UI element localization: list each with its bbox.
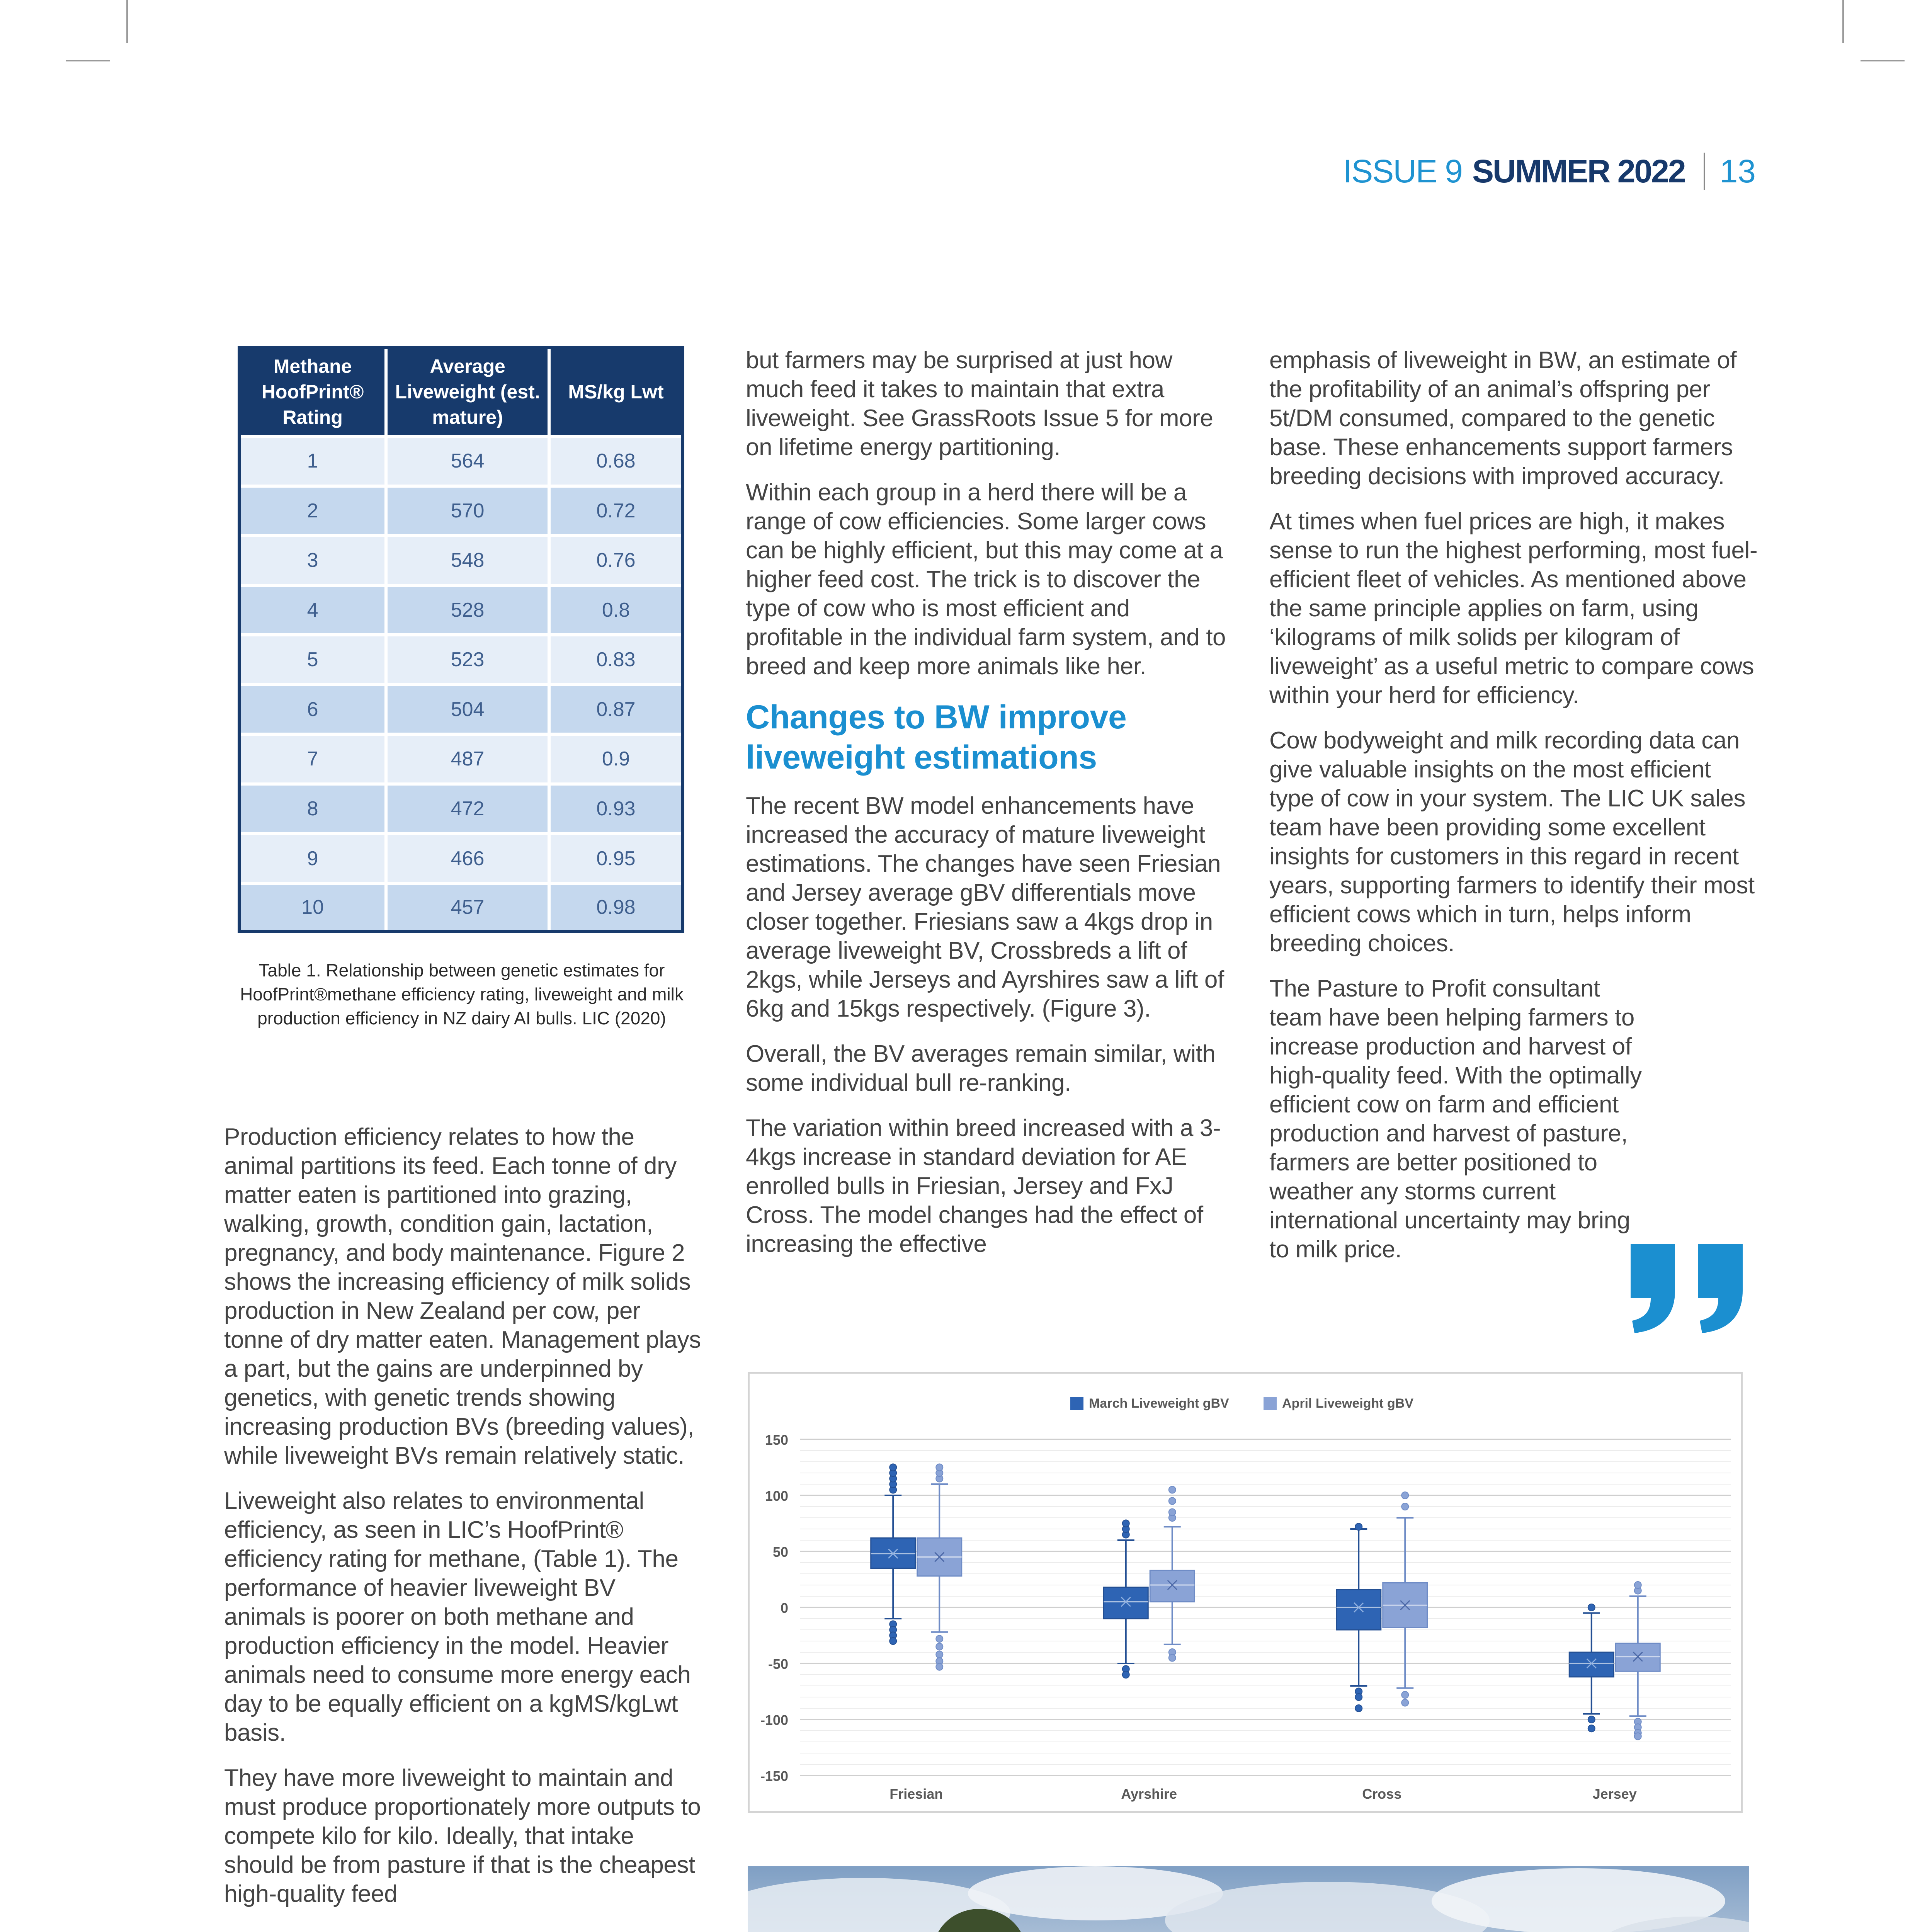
season-label: SUMMER 2022 xyxy=(1472,153,1685,189)
table-cell: 8 xyxy=(241,784,386,834)
box xyxy=(1337,1590,1381,1630)
table-cell: 0.68 xyxy=(549,436,681,486)
page-header xyxy=(1343,153,1756,190)
outlier-point xyxy=(936,1464,943,1471)
chart-svg xyxy=(750,1374,1741,1811)
outlier-point xyxy=(1401,1691,1408,1698)
table-cell: 0.9 xyxy=(549,734,681,784)
table-cell: 9 xyxy=(241,833,386,883)
table-cell: 6 xyxy=(241,685,386,735)
x-category-label: Ayrshire xyxy=(1121,1786,1177,1802)
y-tick-label: -50 xyxy=(768,1656,788,1672)
outlier-point xyxy=(889,1464,896,1471)
table-cell: 0.98 xyxy=(549,883,681,930)
outlier-point xyxy=(936,1651,943,1658)
table-cell: 466 xyxy=(386,833,549,883)
paragraph: They have more liveweight to maintain and must produce proportionately more outputs to compete kilo for kilo. Ideally, that intake should be from pasture if that is the cheapest high-quality feed xyxy=(224,1765,701,1907)
box xyxy=(1150,1570,1194,1602)
outlier-point xyxy=(1355,1694,1362,1701)
outlier-point xyxy=(936,1635,943,1642)
y-tick-label: 50 xyxy=(772,1544,788,1560)
crop-mark-right xyxy=(1861,60,1905,61)
table-cell: 4 xyxy=(241,585,386,635)
table-cell: 0.93 xyxy=(549,784,681,834)
table-cell: 528 xyxy=(386,585,549,635)
outlier-point xyxy=(1169,1655,1176,1662)
issue-label: ISSUE 9 xyxy=(1343,153,1463,189)
outlier-point xyxy=(1588,1725,1595,1732)
table-header-liveweight: Average Liveweight (est. mature) xyxy=(386,349,549,436)
article-column-3 xyxy=(1269,346,1760,1280)
outlier-point xyxy=(1588,1716,1595,1723)
table-cell: 0.8 xyxy=(549,585,681,635)
outlier-point xyxy=(1401,1503,1408,1510)
paragraph: The variation within breed increased with a 3-4kgs increase in standard deviation for AE enrolled bulls in Friesian, Jersey and FxJ Cross. The model changes had the effect of increasing the effective xyxy=(746,1115,1221,1257)
outlier-point xyxy=(1634,1733,1641,1740)
outlier-point xyxy=(936,1643,943,1650)
table-cell: 2 xyxy=(241,486,386,536)
y-tick-label: 0 xyxy=(780,1600,788,1616)
outlier-point xyxy=(1169,1498,1176,1505)
legend-swatch xyxy=(1264,1397,1277,1410)
table-cell: 0.95 xyxy=(549,833,681,883)
table-row xyxy=(241,585,681,635)
article-column-1 xyxy=(224,1122,703,1925)
table-cell: 0.87 xyxy=(549,685,681,735)
section-heading: Changes to BW improve liveweight estimations xyxy=(746,699,1127,776)
liveweight-boxplot-chart xyxy=(748,1372,1743,1813)
table-header-ms-kg: MS/kg Lwt xyxy=(549,349,681,436)
y-tick-label: -100 xyxy=(760,1712,788,1728)
paragraph: Within each group in a herd there will be a range of cow efficiencies. Some larger cows can be highly efficient, but this may come at a higher feed cost. The trick is to discover the type of cow who is most efficient and profitable in the individual farm system, and to breed and keep more animals like her. xyxy=(746,479,1226,680)
pasture-photo xyxy=(748,1866,1749,1932)
paragraph: emphasis of liveweight in BW, an estimate of the profitability of an animal’s offspring per 5t/DM consumed, compared to the genetic base. These enhancements support farmers breeding decisions with improved accuracy. xyxy=(1269,347,1737,490)
table-cell: 523 xyxy=(386,635,549,685)
table-row xyxy=(241,833,681,883)
quote-mark-icon xyxy=(1627,1244,1750,1333)
box xyxy=(1104,1587,1148,1619)
paragraph: Liveweight also relates to environmental efficiency, as seen in LIC’s HoofPrint® efficiency rating for methane, (Table 1). The performance of heavier liveweight BV animals is poorer on both methane and production efficiency in the model. Heavier animals need to consume more energy each day to be equally efficient on a kgMS/kgLwt basis. xyxy=(224,1488,691,1746)
table-header-rating: Methane HoofPrint® Rating xyxy=(241,349,386,436)
paragraph: The Pasture to Profit consultant team have been helping farmers to increase production and harvest of high-quality feed. With the optimally efficient cow on farm and efficient production and harvest of pasture, farmers are better positioned to weather any storms current international uncertainty may bring to milk price. xyxy=(1269,975,1642,1263)
table-cell: 0.72 xyxy=(549,486,681,536)
y-tick-label: 100 xyxy=(765,1488,788,1504)
y-tick-label: 150 xyxy=(765,1432,788,1448)
table-cell: 7 xyxy=(241,734,386,784)
table-cell: 472 xyxy=(386,784,549,834)
paragraph: Cow bodyweight and milk recording data can give valuable insights on the most efficient type of cow in your system. The LIC UK sales team have been providing some excellent insights for customers in this regard in recent years, supporting farmers to identify their most efficient cows which in turn, helps inform breeding choices. xyxy=(1269,727,1755,957)
x-category-label: Friesian xyxy=(889,1786,943,1802)
outlier-point xyxy=(1169,1486,1176,1493)
table-row xyxy=(241,436,681,486)
y-tick-label: -150 xyxy=(760,1768,788,1784)
outlier-point xyxy=(1169,1509,1176,1516)
page-number: 13 xyxy=(1719,153,1756,189)
table-cell: 0.76 xyxy=(549,536,681,585)
table-cell: 548 xyxy=(386,536,549,585)
outlier-point xyxy=(1355,1523,1362,1530)
paragraph: but farmers may be surprised at just how much feed it takes to maintain that extra liveweight. See GrassRoots Issue 5 for more on lifetime energy partitioning. xyxy=(746,347,1213,461)
paragraph: At times when fuel prices are high, it makes sense to run the highest performing, most fuel-efficient fleet of vehicles. As mentioned above the same principle applies on farm, using ‘kilograms of milk solids per kilogram of liveweight’ as a useful metric to compare cows within your herd for efficiency. xyxy=(1269,508,1758,709)
table-cell: 3 xyxy=(241,536,386,585)
table-row xyxy=(241,734,681,784)
article-column-2 xyxy=(746,346,1233,1275)
table-cell: 570 xyxy=(386,486,549,536)
paragraph: Overall, the BV averages remain similar, with some individual bull re-ranking. xyxy=(746,1041,1216,1096)
paragraph: The recent BW model enhancements have increased the accuracy of mature liveweight estimations. The changes have seen Friesian and Jersey average gBV differentials move closer together. Friesians saw a 4kgs drop in average liveweight BV, Crossbreds a lift of 2kgs, while Jerseys and Ayrshires saw a lift of 6kg and 15kgs respectively. (Figure 3). xyxy=(746,793,1224,1022)
table-cell: 10 xyxy=(241,883,386,930)
crop-mark-top-right xyxy=(1842,0,1844,43)
table-row xyxy=(241,536,681,585)
table-cell: 5 xyxy=(241,635,386,685)
paragraph: Production efficiency relates to how the animal partitions its feed. Each tonne of dry matter eaten is partitioned into grazing, walking, growth, condition gain, lactation, pregnancy, and body maintenance. Figure 2 shows the increasing efficiency of milk solids production in New Zealand per cow, per tonne of dry matter eaten. Management plays a part, but the gains are underpinned by genetics, with genetic trends showing increasing production BVs (breeding values), while liveweight BVs remain relatively static. xyxy=(224,1124,701,1469)
crop-mark-top-left xyxy=(126,0,128,43)
table-cell: 0.83 xyxy=(549,635,681,685)
x-category-label: Jersey xyxy=(1592,1786,1637,1802)
outlier-point xyxy=(1122,1671,1129,1678)
legend-label: March Liveweight gBV xyxy=(1089,1396,1229,1411)
table-row xyxy=(241,784,681,834)
outlier-point xyxy=(1634,1582,1641,1588)
x-category-label: Cross xyxy=(1362,1786,1402,1802)
outlier-point xyxy=(1401,1699,1408,1706)
table-cell: 1 xyxy=(241,436,386,486)
crop-mark-left xyxy=(66,60,110,61)
table-row xyxy=(241,883,681,930)
outlier-point xyxy=(1122,1520,1129,1527)
header-divider xyxy=(1704,153,1705,190)
legend-swatch xyxy=(1070,1397,1083,1410)
outlier-point xyxy=(889,1638,896,1645)
outlier-point xyxy=(1588,1604,1595,1611)
table-cell: 564 xyxy=(386,436,549,486)
legend-label: April Liveweight gBV xyxy=(1282,1396,1414,1411)
efficiency-table xyxy=(238,346,684,933)
table-cell: 457 xyxy=(386,883,549,930)
table-cell: 487 xyxy=(386,734,549,784)
outlier-point xyxy=(1355,1705,1362,1712)
outlier-point xyxy=(1401,1492,1408,1499)
outlier-point xyxy=(936,1663,943,1670)
box xyxy=(1569,1652,1614,1677)
table-caption: Table 1. Relationship between genetic estimates for HoofPrint®methane efficiency rating, liveweight and milk production efficiency in NZ dairy AI bulls. LIC (2020) xyxy=(240,960,684,1028)
table-row xyxy=(241,486,681,536)
table-row xyxy=(241,635,681,685)
table-row xyxy=(241,685,681,735)
table-cell: 504 xyxy=(386,685,549,735)
